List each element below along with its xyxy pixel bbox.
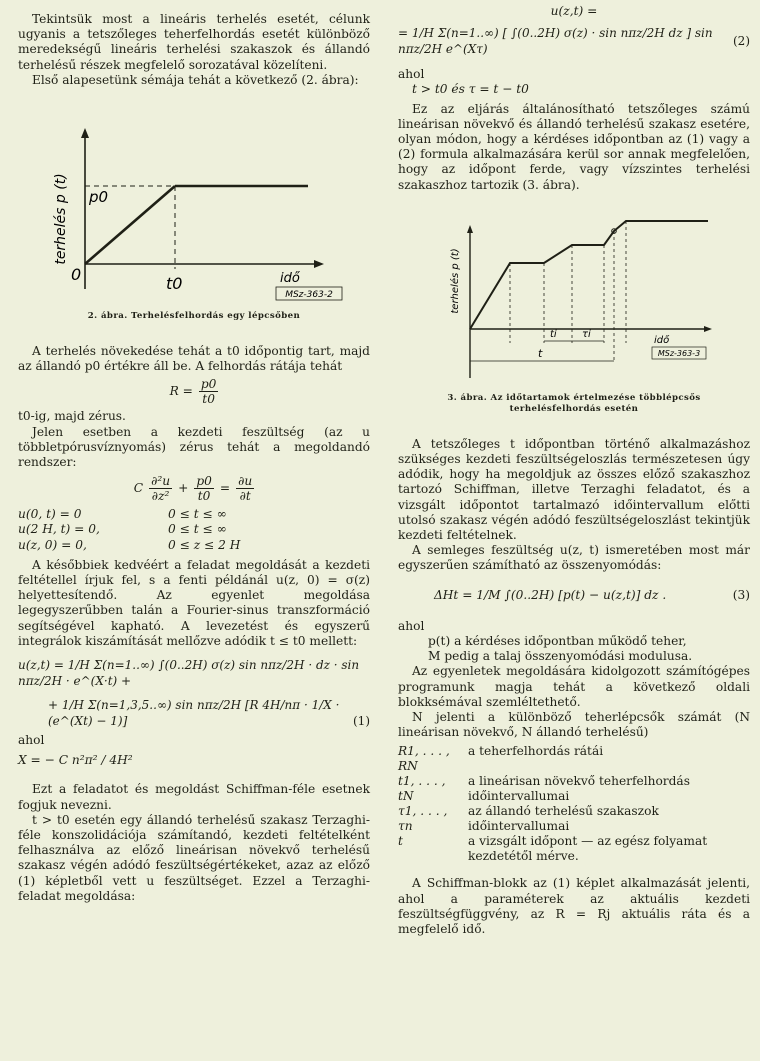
paragraph: N jelenti a különböző teherlépcsők számát (N lineárisan növekvő, N állandó terhelésű) [398, 710, 750, 740]
paragraph: Jelen esetben a kezdeti feszültség (az u többletpórusvíznyomás) zérus tehát a megoldandó rendszer: [18, 424, 370, 470]
y-axis-label: terhelés p (t) [53, 173, 69, 265]
paragraph: t > t0 és τ = t − t0 [412, 82, 529, 97]
paragraph: A későbbiek kedvéért a feladat megoldását a kezdeti feltétellel írjuk fel, s a fenti példánál u(z, 0) = σ(z) helyettesítendő. Az egyenlet megoldása legegyszerűbben talán a Fourier-sinus transzformáció segítségével kapható. A levezetést és egyszerű integrálok kiszámítását mellőzve adódik t ≤ t0 mellett: [18, 557, 370, 648]
paragraph: ahol [398, 67, 425, 82]
figure-3-caption: 3. ábra. Az időtartamok értelmezése többlépcsős terhelésfelhordás esetén [447, 392, 701, 414]
definition-M: M pedig a talaj összenyomódási modulusa. [428, 649, 693, 664]
x-axis-label: idő [280, 271, 300, 287]
paragraph: ahol [18, 733, 45, 748]
equation-R: R = $\frac{p0}{t0}$ [169, 377, 217, 407]
equation-3: ΔHt = 1/M ∫(0..2H) [p(t) − u(z,t)] dz . (3) [434, 587, 750, 602]
y-axis-arrow [81, 128, 89, 138]
taui-label: τi [582, 328, 591, 340]
paragraph: A terhelés növekedése tehát a t0 időpontig tart, majd az állandó p0 értékre áll be. A felhordás rátája tehát [18, 344, 370, 374]
equation-number: (2) [733, 34, 750, 49]
p0-label: p0 [89, 188, 109, 207]
right-column [398, 0, 750, 937]
load-curve [470, 221, 708, 329]
boundary-conditions: u(0, t) = 0 0 ≤ t ≤ ∞ u(2 H, t) = 0, 0 ≤ t ≤ ∞ u(z, 0) = 0, 0 ≤ z ≤ 2 H [18, 507, 241, 552]
paragraph: Az egyenletek megoldására kidolgozott számítógépes programunk magja tehát a következő oldali blokksémával szemléltethető. [398, 664, 750, 709]
y-axis-label: terhelés p (t) [450, 248, 461, 314]
figure-code: MSz-363-2 [285, 290, 333, 301]
x-axis-arrow [704, 326, 712, 332]
t0-label: t0 [166, 274, 183, 294]
variable-list: R1, . . . , RN a teherfelhordás rátái t1, . . . , tN a lineárisan növekvő teherfelhordás időintervallumai τ1, . . . , τn az állandó terhelésű szakaszok időintervallumai t a vizsgált időpont — az egész folyamat kezdetétől mérve. [398, 744, 708, 864]
figure-2 [18, 94, 370, 309]
origin-label: 0 [71, 265, 82, 285]
x-axis-label: idő [654, 334, 670, 346]
paragraph: ahol [398, 618, 425, 633]
t-label: t [538, 346, 543, 360]
equation-1: u(z,t) = 1/H Σ(n=1..∞) ∫(0..2H) σ(z) sin nπz/2H · dz · sin nπz/2H · e^(X·t) + + 1/H Σ(n=1,3,5..∞) sin nπz/2H [R 4H/nπ · 1/X · (e^(Xt) − 1)] (1) [18, 658, 370, 729]
equation-number: (3) [732, 587, 750, 602]
equation-pde: C $\frac{\text{∂²u}}{\text{∂z²}}$ + $\frac{p0}{t0}$ = $\frac{\partial u}{\partial t}$ [133, 474, 253, 504]
definition-p: p(t) a kérdéses időpontban működő teher, [428, 634, 687, 649]
left-column [18, 0, 370, 904]
paragraph: t > t0 esetén egy állandó terhelésű szakasz Terzaghi-féle konszolidációja számítandó, kezdeti feltételként felhasználva az előző lineárisan növekvő terhelésű szakasz végén adódó feszültségértékeket, azaz az előző (1) képletből vett u feszültséget. Ezzel a Terzaghi-feladat megoldása: [18, 812, 370, 903]
paragraph: Ez az eljárás általánosítható tetszőleges számú lineárisan növekvő és állandó terhelésű szakasz esetére, olyan módon, hogy a kérdéses időpontban az (1) vagy a (2) formula alkalmazására kerül sor annak megfelelően, hogy az időpont ferde, vagy vízszintes terhelési szakaszhoz tartozik (3. ábra). [398, 101, 750, 192]
equation-number: (1) [353, 714, 370, 729]
figure-2-caption: 2. ábra. Terhelésfelhordás egy lépcsőben [87, 311, 301, 322]
paragraph: Ezt a feladatot és megoldást Schiffman-féle esetnek fogjuk nevezni. [18, 782, 370, 812]
equation-X: X = − C n²π² / 4H² [18, 753, 133, 768]
equation-2: = 1/H Σ(n=1..∞) [ ∫(0..2H) σ(z) · sin nπz/2H dz ] sin nπz/2H e^(Xτ) (2) [398, 26, 750, 57]
y-axis-arrow [467, 225, 473, 233]
paragraph: Tekintsük most a lineáris terhelés esetét, célunk ugyanis a tetszőleges teherfelhordás esetét különböző meredekségű lineáris terhelési szakaszok és állandó terhelésű részek megfelelő sorozatával közelíteni. [18, 12, 370, 72]
ti-label: ti [550, 328, 557, 340]
equation-2-head: u(z,t) = [550, 4, 598, 18]
paragraph: A tetszőleges t időpontban történő alkalmazáshoz szükséges kezdeti feszültségeloszlás természetesen úgy adódik, hogy ha megoldjuk az összes előző szakaszhoz tartozó Schiffman, illetve Terzaghi feladatot, és a vizsgált időpontot tartalmazó időintervallum előtti utolsó szakasz végén adódó feszültségeloszlást tekintjük kezdeti feltételnek. [398, 436, 750, 543]
paragraph: A semleges feszültség u(z, t) ismeretében most már egyszerűen számítható az összenyomódás: [398, 543, 750, 573]
x-axis-arrow [314, 260, 324, 268]
paragraph: A Schiffman-blokk az (1) képlet alkalmazását jelenti, ahol a paraméterek az aktuális kezdeti feszültségfüggvény, az R = Rj aktuális ráta és a megfelelő idő. [398, 876, 750, 937]
paragraph: t0-ig, majd zérus. [18, 409, 126, 424]
figure-code: MSz-363-3 [657, 348, 701, 358]
figure-3 [398, 203, 750, 393]
paragraph: Első alapesetünk sémája tehát a következő (2. ábra): [32, 72, 359, 87]
